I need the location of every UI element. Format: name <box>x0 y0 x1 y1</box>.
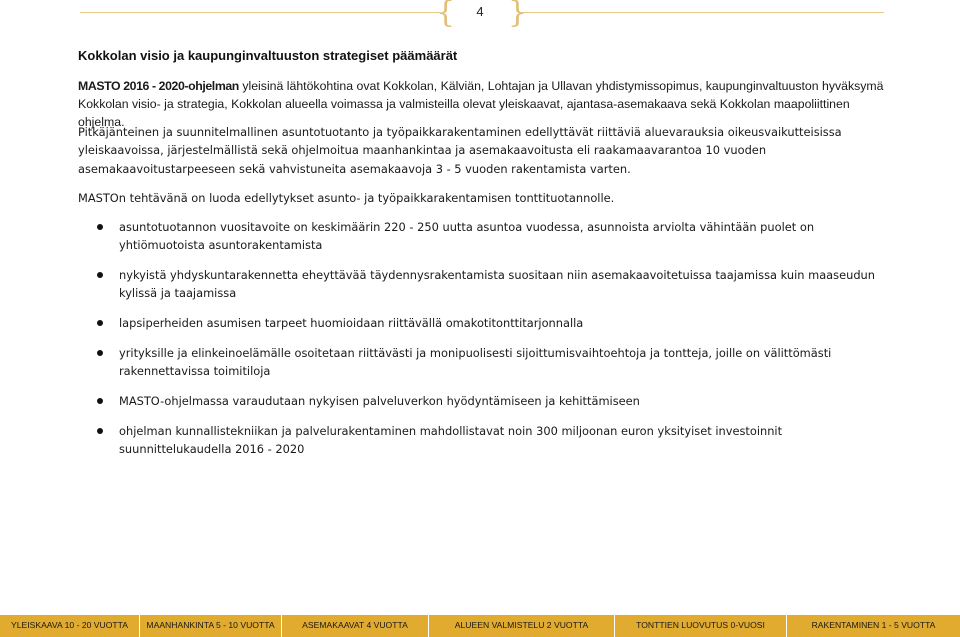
footer-segment-maanhankinta: MAANHANKINTA 5 - 10 VUOTTA <box>140 615 282 637</box>
header-rule-right <box>518 12 884 13</box>
list-item <box>96 344 896 380</box>
intro-text: yleisinä lähtökohtina ovat Kokkolan, Kälviän, Lohtajan ja Ullavan yhdistymissopimus, kaupunginvaltuuston hyväksymä Kokkolan visio- ja strategia, Kokkolan alueella voimassa ja valmisteilla olevat yleiskaavat, ajantasa-asemakaava sekä Kokkolan maapoliittinen ohjelma. <box>78 79 884 129</box>
bullet-icon <box>97 428 103 434</box>
list-item <box>96 266 896 302</box>
list-item-text: MASTO-ohjelmassa varaudutaan nykyisen palveluverkon hyödyntämiseen ja kehittämiseen <box>119 394 640 408</box>
header-rule-left <box>80 12 440 13</box>
list-item-text: lapsiperheiden asumisen tarpeet huomioidaan riittävällä omakotitonttitarjonnalla <box>119 316 584 330</box>
bullet-icon <box>97 398 103 404</box>
list-item <box>96 422 896 458</box>
right-brace-icon: } <box>508 0 528 30</box>
footer-segment-rakentaminen: RAKENTAMINEN 1 - 5 VUOTTA <box>811 620 936 630</box>
section-heading: Kokkolan visio ja kaupunginvaltuuston strategiset päämäärät <box>78 48 458 63</box>
list-item <box>96 392 896 410</box>
bullet-icon <box>97 350 103 356</box>
footer-segment-tonttien-luovutus: TONTTIEN LUOVUTUS 0-VUOSI <box>615 615 787 637</box>
goals-list <box>96 218 896 470</box>
footer-segment-yleiskaava: YLEISKAAVA 10 - 20 VUOTTA <box>0 615 140 637</box>
intro-brand: MASTO 2016 - 2020-ohjelman <box>78 79 239 93</box>
page-number: 4 <box>476 4 484 19</box>
footer-segment-asemakaavat: ASEMAKAAVAT 4 VUOTTA <box>282 615 429 637</box>
left-brace-icon: { <box>436 0 456 30</box>
timeline-footer <box>0 615 960 637</box>
paragraph-masto-task: MASTOn tehtävänä on luoda edellytykset asunto- ja työpaikkarakentamisen tonttituotannolle. <box>78 191 615 205</box>
paragraph-planning: Pitkäjänteinen ja suunnitelmallinen asuntotuotanto ja työpaikkarakentaminen edellyttävät riittäviä aluevarauksia oikeusvaikutteisissa yleiskaavoissa, järjestelmällistä sekä ohjelmoitua maanhankintaa ja asemakaavoitusta eli raakamaavarantoa 10 vuoden asemakaavoitustarpeeseen sekä vahvistuneita asemakaavoja 3 - 5 vuoden rakentamista varten. <box>78 125 842 176</box>
list-item-text: yrityksille ja elinkeinoelämälle osoitetaan riittävästi ja monipuolisesti sijoittumisvaihtoehtoja ja tontteja, joille on välittömästi rakennettavissa toimitiloja <box>119 346 832 378</box>
list-item <box>96 218 896 254</box>
list-item-text: nykyistä yhdyskuntarakennetta eheyttävää täydennysrakentamista suositaan niin asemakaavoitetuissa taajamissa kuin maaseudun kylissä ja taajamissa <box>119 268 875 300</box>
footer-segment-alueen-valmistelu: ALUEEN VALMISTELU 2 VUOTTA <box>429 615 615 637</box>
list-item-text: asuntotuotannon vuositavoite on keskimäärin 220 - 250 uutta asuntoa vuodessa, asunnoista arviolta vähintään puolet on yhtiömuotoista asuntorakentamista <box>119 220 815 252</box>
list-item-text: ohjelman kunnallistekniikan ja palvelurakentaminen mahdollistavat noin 300 miljoonan euron yksityiset investoinnit suunnittelukaudella 2016 - 2020 <box>119 424 783 456</box>
bullet-icon <box>97 224 103 230</box>
bullet-icon <box>97 272 103 278</box>
bullet-icon <box>97 320 103 326</box>
list-item <box>96 314 896 332</box>
